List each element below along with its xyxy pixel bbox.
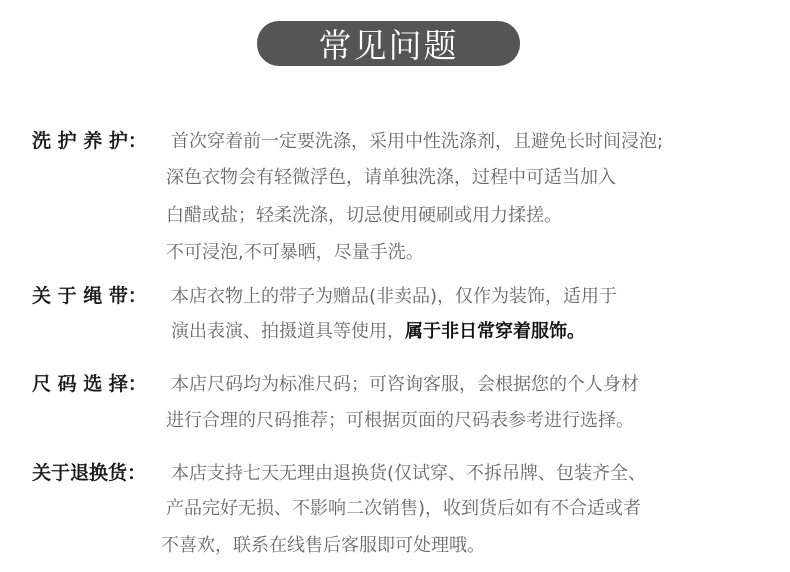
faq-text-line: 白醋或盐；轻柔洗涤，切忌使用硬刷或用力揉搓。 — [166, 205, 562, 226]
faq-text-line: 进行合理的尺码推荐；可根据页面的尺码表参考进行选择。 — [166, 410, 634, 431]
faq-text-line — [171, 317, 585, 343]
faq-text-line: 本店衣物上的带子为赠品(非卖品)，仅作为装饰，适用于 — [171, 286, 618, 307]
faq-text-line: 不喜欢，联系在线售后客服即可处理哦。 — [161, 535, 485, 556]
page-title: 常见问题 — [257, 21, 520, 66]
faq-emphasis-text: 属于非日常穿着服饰。 — [405, 321, 585, 342]
faq-label: 关于退换货： — [32, 462, 147, 484]
faq-text-line: 不可浸泡,不可暴晒，尽量手洗。 — [166, 242, 424, 263]
faq-text-line: 产品完好无损、不影响二次销售)，收到货后如有不合适或者 — [166, 498, 642, 519]
faq-text-line: 首次穿着前一定要洗涤，采用中性洗涤剂，且避免长时间浸泡; — [171, 131, 664, 152]
faq-label: 关 于 绳 带： — [32, 285, 147, 307]
faq-text-line: 本店尺码均为标准尺码；可咨询客服，会根据您的个人身材 — [171, 374, 639, 395]
faq-text-segment: 演出表演、拍摄道具等使用， — [171, 321, 405, 342]
faq-text-line: 深色衣物会有轻微浮色，请单独洗涤，过程中可适当加入 — [166, 167, 616, 188]
faq-label: 洗 护 养 护： — [32, 130, 147, 152]
faq-label: 尺 码 选 择： — [32, 373, 147, 395]
faq-text-line: 本店支持七天无理由退换货(仅试穿、不拆吊牌、包装齐全、 — [171, 463, 647, 484]
